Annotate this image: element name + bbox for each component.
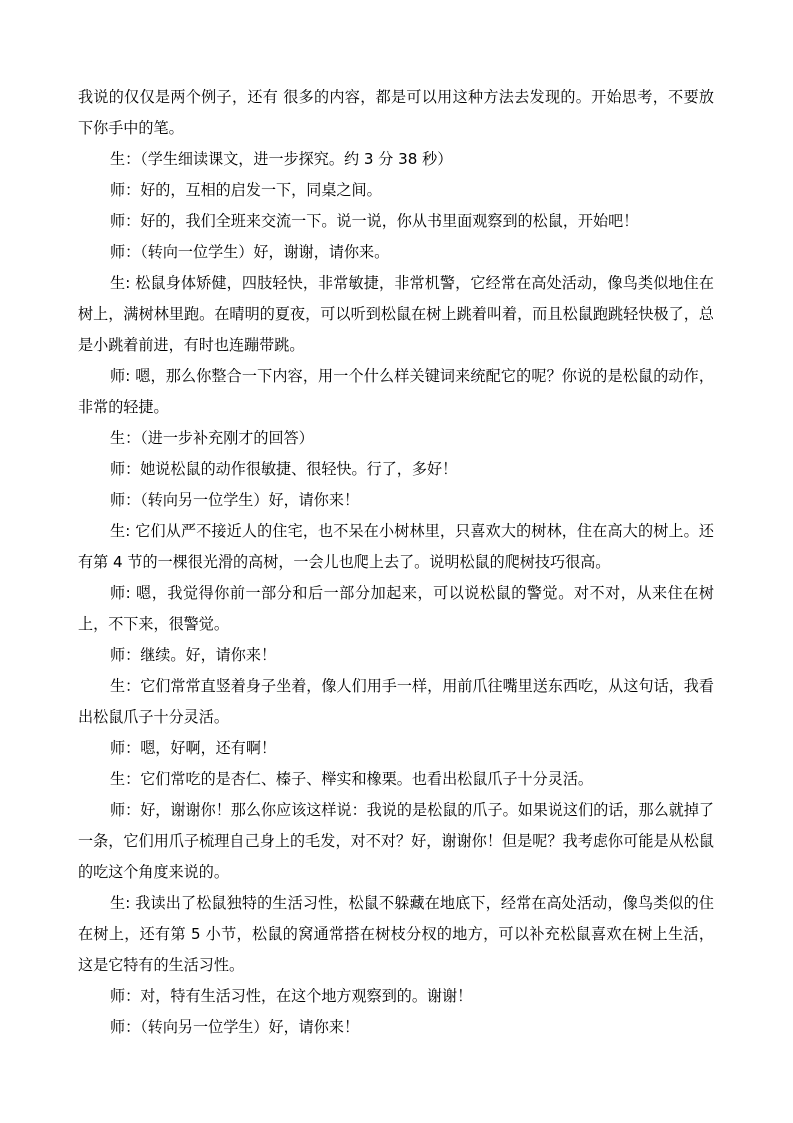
document-page (78, 82, 714, 1043)
paragraph: 我说的仅仅是两个例子，还有 很多的内容，都是可以用这种方法去发现的。开始思考，不要放下你手中的笔。 (78, 88, 714, 137)
paragraph: 生：（进一步补充刚才的回答） (110, 429, 314, 447)
paragraph: 师: 嗯，那么你整合一下内容，用一个什么样关键词来统配它的呢？你说的是松鼠的动作，非常的轻捷。 (78, 367, 714, 416)
paragraph: 生: 我读出了松鼠独特的生活习性，松鼠不躲藏在地底下，经常在高处活动，像鸟类似的住在树上，还有第 5 小节，松鼠的窝通常搭在树枝分杈的地方，可以补充松鼠喜欢在树上生活，这是它特有的生活习性。 (78, 894, 714, 974)
paragraph: 师：好，谢谢你！那么你应该这样说：我说的是松鼠的爪子。如果说这们的话，那么就掉了一条，它们用爪子梳理自己身上的毛发，对不对？好，谢谢你！但是呢？我考虑你可能是从松鼠的吃这个角度来说的。 (78, 801, 714, 881)
paragraph: 师：（转向一位学生）好，谢谢，请你来。 (110, 243, 390, 261)
paragraph: 生: 松鼠身体矫健，四肢轻快，非常敏捷，非常机警，它经常在高处活动，像鸟类似地住在树上，满树林里跑。在晴明的夏夜，可以听到松鼠在树上跳着叫着，而且松鼠跑跳轻快极了，总是小跳着前进，有时也连蹦带跳。 (78, 274, 714, 354)
paragraph: 师：对，特有生活习性，在这个地方观察到的。谢谢！ (110, 987, 473, 1005)
paragraph: 师：（转向另一位学生）好，请你来！ (110, 491, 360, 509)
paragraph: 师：继续。好，请你来！ (110, 646, 277, 664)
paragraph: 生: 它们从严不接近人的住宅，也不呆在小树林里，只喜欢大的树林，住在高大的树上。还有第 4 节的一棵很光滑的高树，一会儿也爬上去了。说明松鼠的爬树技巧很高。 (78, 522, 714, 571)
paragraph: 师：她说松鼠的动作很敏捷、很轻快。行了，多好！ (110, 460, 458, 478)
paragraph: 师：好的，我们全班来交流一下。说一说，你从书里面观察到的松鼠，开始吧！ (110, 212, 639, 230)
paragraph: 师: 嗯，我觉得你前一部分和后一部分加起来，可以说松鼠的警觉。对不对，从来住在树上，不下来，很警觉。 (78, 584, 714, 633)
paragraph: 生：它们常吃的是杏仁、榛子、榉实和橡栗。也看出松鼠爪子十分灵活。 (110, 770, 594, 788)
paragraph: 师：（转向另一位学生）好，请你来！ (110, 1018, 360, 1036)
paragraph: 师：好的，互相的启发一下，同桌之间。 (110, 181, 382, 199)
paragraph: 生：它们常常直竖着身子坐着，像人们用手一样，用前爪往嘴里送东西吃，从这句话，我看出松鼠爪子十分灵活。 (78, 677, 714, 726)
paragraph: 师：嗯，好啊，还有啊！ (110, 739, 277, 757)
paragraph: 生：（学生细读课文，进一步探究。约 3 分 38 秒） (110, 150, 453, 168)
